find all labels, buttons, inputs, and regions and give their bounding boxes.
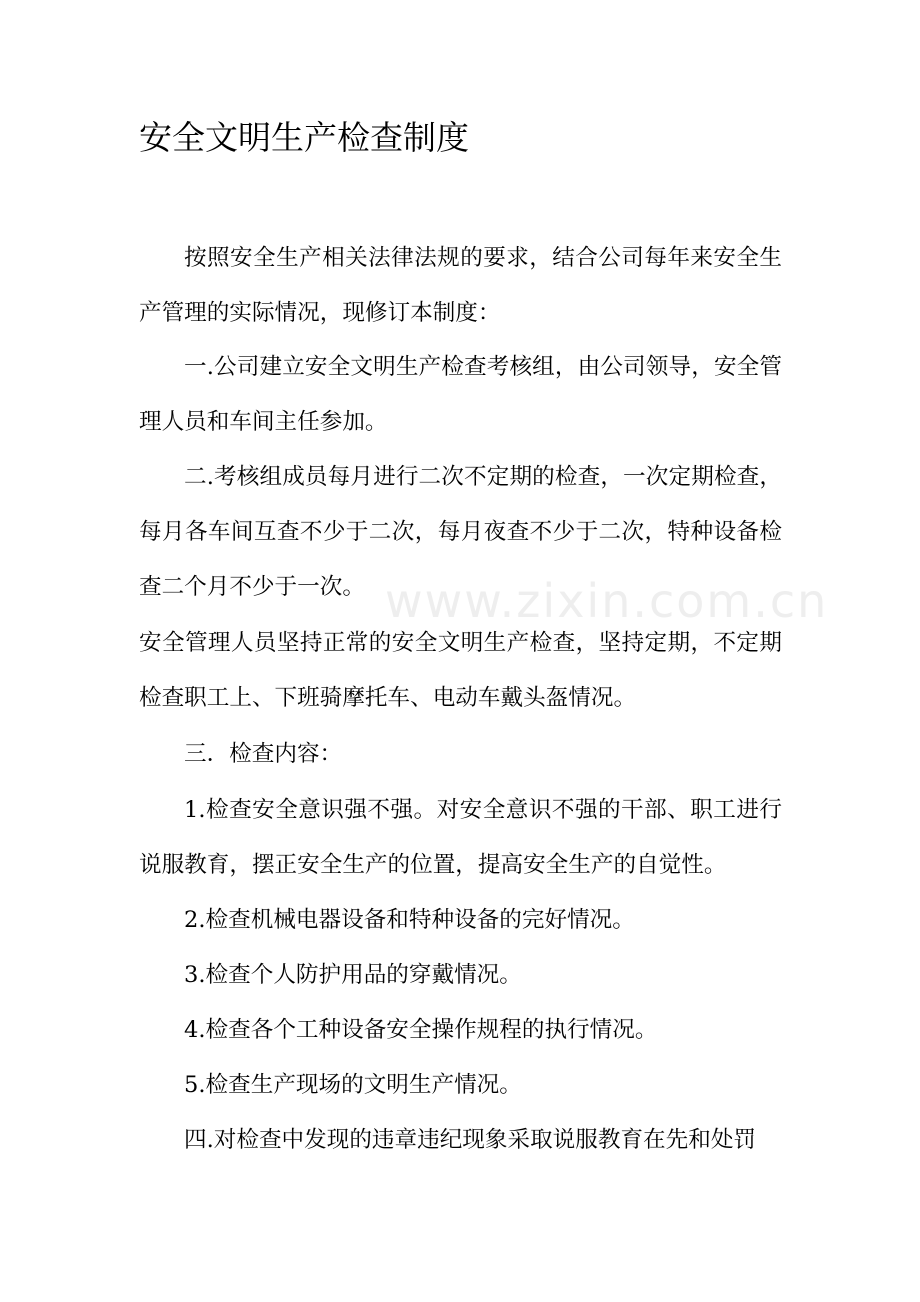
list-item-1: 1.检查安全意识强不强。对安全意识不强的干部、职工进行说服教育，摆正安全生产的位置，提高安全生产的自觉性。: [139, 797, 782, 878]
paragraph-section-1: 一.公司建立安全文明生产检查考核组，由公司领导，安全管理人员和车间主任参加。: [139, 354, 782, 435]
paragraph-intro: 按照安全生产相关法律法规的要求，结合公司每年来安全生产管理的实际情况，现修订本制度：: [139, 245, 782, 326]
list-item-2: 2.检查机械电器设备和特种设备的完好情况。: [184, 907, 635, 933]
paragraph-safety-staff: 安全管理人员坚持正常的安全文明生产检查，坚持定期，不定期检查职工上、下班骑摩托车、电动车戴头盔情况。: [139, 630, 782, 711]
paragraph-section-3-heading: 三．检查内容：: [184, 741, 343, 767]
list-item-3: 3.检查个人防护用品的穿戴情况。: [184, 962, 522, 988]
watermark: www.zixin.com.cn: [385, 574, 829, 628]
paragraph-section-2: 二.考核组成员每月进行二次不定期的检查，一次定期检查，每月各车间互查不少于二次，每月夜查不少于二次，特种设备检查二个月不少于一次。: [139, 464, 782, 600]
document-title: 安全文明生产检查制度: [139, 118, 469, 157]
list-item-4: 4.检查各个工种设备安全操作规程的执行情况。: [184, 1017, 658, 1043]
list-item-5: 5.检查生产现场的文明生产情况。: [184, 1072, 522, 1098]
paragraph-section-4: 四.对检查中发现的违章违纪现象采取说服教育在先和处罚: [184, 1127, 757, 1153]
